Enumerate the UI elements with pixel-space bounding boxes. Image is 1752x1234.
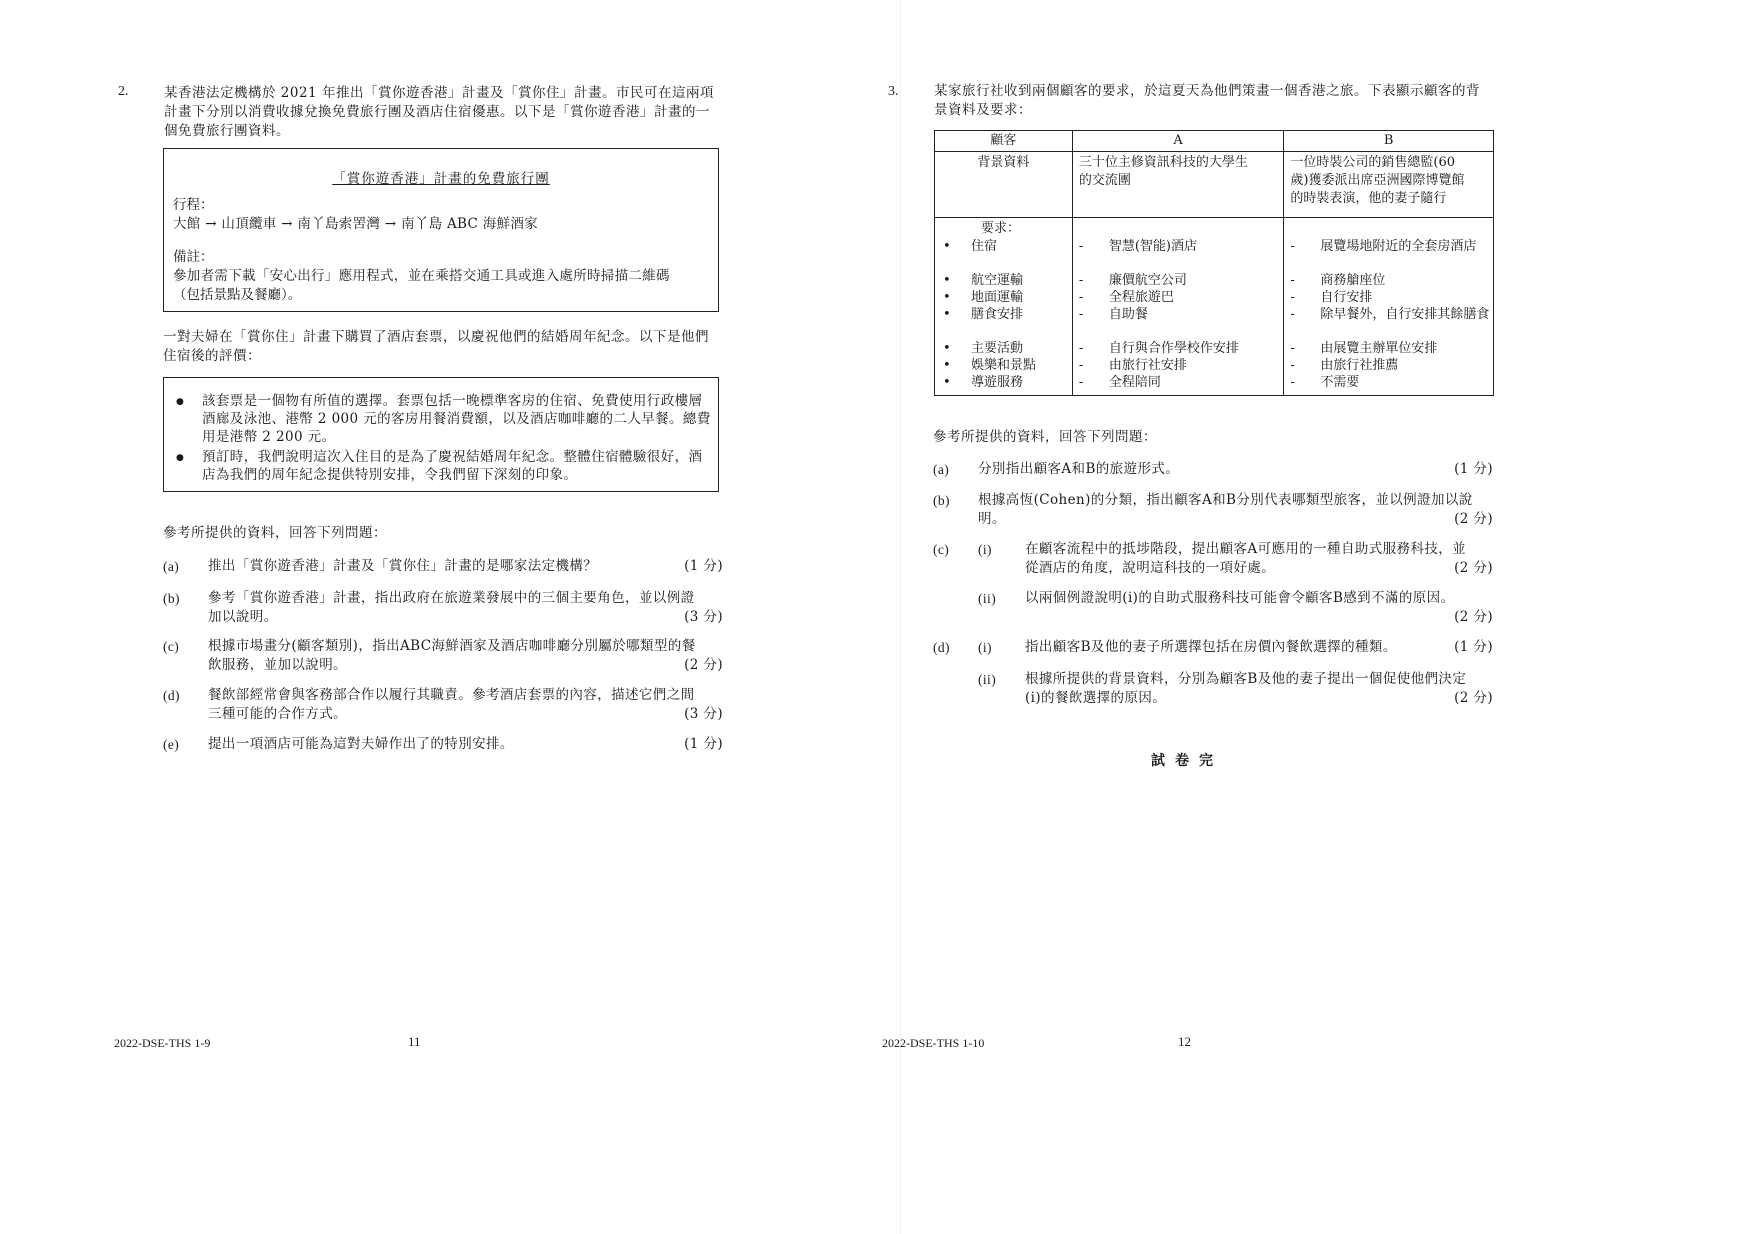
requirements-items [935,218,1073,396]
background-label: 背景資料 [935,152,1073,218]
question-2e: (e) 提出一項酒店可能為這對夫婦作出了的特別安排。 (1 分) [163,736,723,752]
background-a: 三十位主修資訊科技的大學生 的交流團 [1072,152,1284,218]
background-row [935,152,1494,218]
remarks-label: 備註： [173,249,214,265]
question-3b: (b) 根據高恆(Cohen)的分類，指出顧客A和B分別代表哪類型旅客，並以例證加以說 明。 (2 分) [933,492,1493,527]
req-item-1: • 住宿 [943,239,998,254]
question-2b: (b) 參考「賞你遊香港」計畫，指出政府在旅遊業發展中的三個主要角色，並以例證 加以說明。 (3 分) [163,590,723,625]
page-number-left: 11 [408,1034,421,1049]
tour-info-box [163,148,719,312]
remarks-line-2: （包括景點及餐廳）。 [173,287,302,303]
review-item-1: ● 該套票是一個物有所值的選擇。套票包括一晚標準客房的住宿、免費使用行政樓層酒廊及泳池、港幣 2 000 元的客房用餐消費額，以及酒店咖啡廳的二人早餐。總費用是港幣 2 200 元。 [202,392,714,446]
req-item-2: • 航空運輸 [943,273,1024,288]
req-item-3: • 地面運輸 [943,290,1024,305]
question-3d-i: (d) (i) 指出顧客B及他的妻子所選擇包括在房價內餐飲選擇的種類。 (1 分) [933,639,1493,655]
page-number-right: 12 [1178,1034,1191,1049]
question-3-number: 3. [888,84,899,99]
right-page [876,0,1752,1234]
question-3-intro: 某家旅行社收到兩個顧客的要求，於這夏天為他們策畫一個香港之旅。下表顯示顧客的背 景資料及要求： [934,83,1480,118]
background-b: 一位時裝公司的銷售總監(60 歲)獲委派出席亞洲國際博覽館 的時裝表演，他的妻子隨行 [1284,152,1494,218]
requirements-label: 要求： [981,221,1021,236]
req-item-4: • 膳食安排 [943,307,1024,322]
question-2c: (c) 根據市場畫分(顧客類別)，指出ABC海鮮酒家及酒店咖啡廳分別屬於哪類型的餐 飲服務，並加以說明。 (2 分) [163,638,723,673]
header-customer: 顧客 [935,131,1073,152]
footer-code-left: 2022-DSE-THS 1-9 [114,1036,211,1050]
question-2-intro: 某香港法定機構於 2021 年推出「賞你遊香港」計畫及「賞你住」計畫。市民可在這兩項 計畫下分別以消費收據兌換免費旅行團及酒店住宿優惠。以下是「賞你遊香港」計畫的一 個免費旅行團資料。 [164,85,714,139]
table-header-row [935,131,1494,152]
requirements-b: - 展覽場地附近的全套房酒店 - 商務艙座位 - 自行安排 - 除早餐外，自行安排其餘膳食 - 由展覽主辦單位安排 - 由旅行社推薦 - 不需要 [1284,218,1494,396]
question-2a: (a) 推出「賞你遊香港」計畫及「賞你住」計畫的是哪家法定機構？ (1 分) [163,558,723,574]
couple-intro: 一對夫婦在「賞你住」計畫下購買了酒店套票，以慶祝他們的結婚周年紀念。以下是他們 住宿後的評價： [163,329,709,364]
review-box [163,377,719,492]
req-item-6: • 娛樂和景點 [943,358,1037,373]
question-3d-ii: (ii) 根據所提供的背景資料，分別為顧客B及他的妻子提出一個促使他們決定 (i)的餐飲選擇的原因。 (2 分) [978,671,1493,706]
footer-code-right: 2022-DSE-THS 1-10 [882,1036,985,1050]
question-3a: (a) 分別指出顧客A和B的旅遊形式。 (1 分) [933,461,1493,477]
requirements-row [935,218,1494,396]
req-item-5: • 主要活動 [943,341,1024,356]
tour-box-title: 「賞你遊香港」計畫的免費旅行團 [332,171,550,187]
question-2d: (d) 餐飲部經常會與客務部合作以履行其職責。參考酒店套票的內容，描述它們之間 三種可能的合作方式。 (3 分) [163,687,723,722]
question-3c-i: (c) (i) 在顧客流程中的抵埗階段，提出顧客A可應用的一種自助式服務科技，並 從酒店的角度，說明這科技的一項好處。 (2 分) [933,541,1493,576]
itinerary-label: 行程： [173,197,214,213]
remarks-line-1: 參加者需下載「安心出行」應用程式，並在乘搭交通工具或進入處所時掃描二維碼 [173,268,670,284]
requirements-a: - 智慧(智能)酒店 - 廉價航空公司 - 全程旅遊巴 - 自助餐 - 自行與合作學校作安排 - 由旅行社安排 - 全程陪同 [1072,218,1284,396]
answer-prompt-right: 參考所提供的資料，回答下列問題： [933,429,1157,445]
end-of-paper: 試卷完 [1151,753,1223,769]
question-3c-ii: (ii) 以兩個例證說明(i)的自助式服務科技可能會令顧客B感到不滿的原因。 (2 分) [978,590,1493,625]
review-item-2: ● 預訂時，我們說明這次入住目的是為了慶祝結婚周年紀念。整體住宿體驗很好，酒店為我們的周年紀念提供特別安排，令我們留下深刻的印象。 [202,448,714,484]
customer-table [934,130,1494,396]
req-item-7: • 導遊服務 [943,375,1024,390]
itinerary-text: 大館 → 山頂纜車 → 南丫島索罟灣 → 南丫島 ABC 海鮮酒家 [173,216,538,232]
answer-prompt-left: 參考所提供的資料，回答下列問題： [163,525,387,541]
header-b: B [1284,131,1494,152]
question-2-number: 2. [118,84,129,99]
header-a: A [1072,131,1284,152]
